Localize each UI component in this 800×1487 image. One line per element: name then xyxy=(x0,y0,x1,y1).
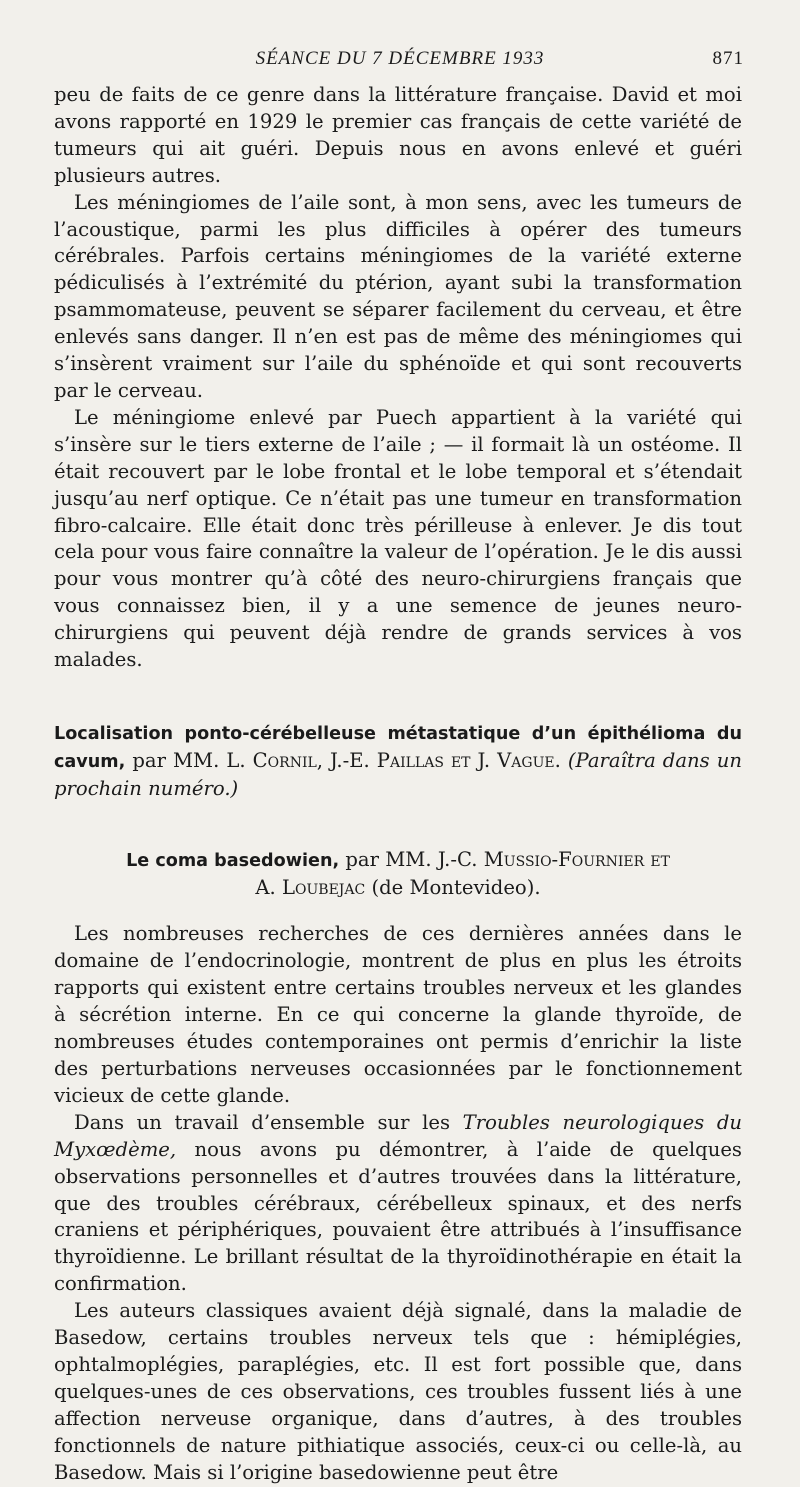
paragraph-text: nous avons pu démontrer, à l’aide de quelques observations personnelles et d’autres trouvées dans la littérature, que des troubles cérébraux, cérébelleux spinaux, et des nerfs craniens et périphériques, pouvaient être attribués à l’insuffisance thyroïdienne. Le brillant résultat de la thyroïdinothérapie en était la confirmation. xyxy=(54,1137,742,1296)
article-authors: J.-C. Mussio-Fournier et xyxy=(437,847,670,871)
paragraph-basedow: Les auteurs classiques avaient déjà signalé, dans la maladie de Basedow, certains troubles nerveux tels que : hémiplégies, ophtalmoplégies, paraplégies, etc. Il est fort possible que, dans quelques-unes de ces observations, ces troubles fussent liés à une affection nerveuse organique, dans d’autres, à des troubles fonctionnels de nature pithiatique associés, ceux-ci ou celle-là, au Basedow. Mais si l’origine basedowienne peut être xyxy=(54,1299,742,1484)
article-place: (de Montevideo). xyxy=(371,875,541,899)
paragraph-endocrinologie: Les nombreuses recherches de ces dernières années dans le domaine de l’endocrinologie, montrent de plus en plus les étroits rapports qui existent entre certains troubles nerveux et les glandes à sécrétion interne. En ce qui concerne la glande thyroïde, de nombreuses études contemporaines ont permis d’enrichir la liste des perturbations nerveuses occasionnées par le fonctionnement vicieux de cette glande. xyxy=(54,922,742,1107)
paragraph-myxoedeme xyxy=(54,1110,742,1298)
paragraph-continuation: peu de faits de ce genre dans la littérature française. David et moi avons rapporté en 1929 le premier cas français de cette variété de tumeurs qui ait guéri. Depuis nous en avons enlevé et guéri plusieurs autres. xyxy=(54,83,742,187)
paragraph-meningiomes: Les méningiomes de l’aile sont, à mon sens, avec les tumeurs de l’acoustique, parmi les plus difficiles à opérer des tumeurs cérébrales. Parfois certains méningiomes de la variété externe pédiculisés à l’extrémité du ptérion, ayant subi la transformation psammomateuse, peuvent se séparer facilement du cerveau, et être enlevés sans danger. Il n’en est pas de même des méningiomes qui s’insèrent vraiment sur l’aile du sphénoïde et qui sont recouverts par le cerveau. xyxy=(54,190,742,402)
article-authors: A. Loubejac xyxy=(255,875,366,899)
paragraph-text: Dans un travail d’ensemble sur les xyxy=(74,1110,451,1134)
article-title: Le coma basedowien, xyxy=(126,850,340,871)
page-body xyxy=(54,82,742,1487)
running-title: SÉANCE DU 7 DÉCEMBRE 1933 xyxy=(255,48,545,69)
page-number: 871 xyxy=(712,48,744,69)
page-header xyxy=(54,48,746,72)
article-heading-localisation xyxy=(54,720,742,803)
article-heading-coma xyxy=(54,847,742,902)
paragraph-italic-title: Troubles neurologiques du Myxœdème, xyxy=(54,1110,742,1161)
article-par: par MM. xyxy=(345,847,432,871)
article-title: Localisation ponto-cérébelleuse métastatique d’un épithélioma du cavum, xyxy=(54,723,742,772)
article-par: par MM. xyxy=(132,748,220,772)
paragraph-puech: Le méningiome enlevé par Puech appartient à la variété qui s’insère sur le tiers externe de l’aile ; — il formait là un ostéome. Il était recouvert par le lobe frontal et le lobe temporal et s’étendait jusqu’au nerf optique. Ce n’était pas une tumeur en transformation fibro-calcaire. Elle était donc très périlleuse à enlever. Je dis tout cela pour vous faire connaître la valeur de l’opération. Je le dis aussi pour vous montrer qu’à côté des neuro-chirurgiens français que vous connaissez bien, il y a une semence de jeunes neuro-chirurgiens qui peuvent déjà rendre de grands services à vos malades. xyxy=(54,405,742,672)
article-authors: L. Cornil, J.-E. Paillas et J. Vague. xyxy=(226,748,561,772)
article-note: (Paraîtra dans un prochain numéro.) xyxy=(54,748,742,800)
